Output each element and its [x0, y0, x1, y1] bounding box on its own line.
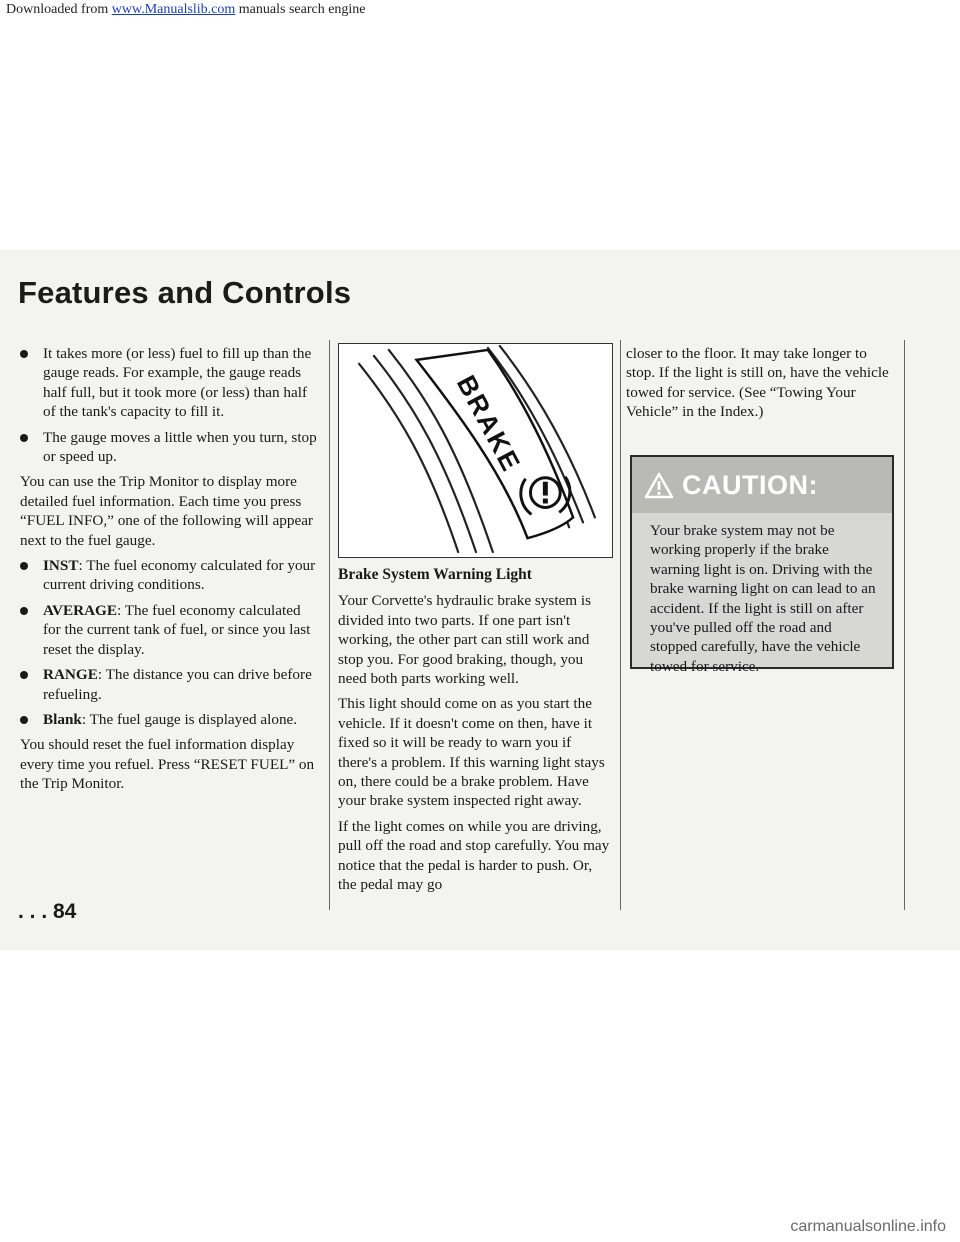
list-item	[20, 428, 320, 467]
list-item	[20, 344, 320, 422]
trip-monitor-intro: You can use the Trip Monitor to display more detailed fuel information. Each time you press “FUEL INFO,” one of the following will appear next to the fuel gauge.	[20, 473, 313, 549]
manualslib-link[interactable]: www.Manualslib.com	[111, 2, 236, 17]
bullet-dot	[20, 607, 28, 615]
brake-paragraph: This light should come on as you start the vehicle. If it doesn't come on then, have it fixed so it will be ready to warn you if there's a problem. If this warning light stays on, there could be a brake problem. Have your brake system inspected right away.	[338, 695, 605, 810]
column-3	[626, 344, 894, 428]
mode-desc: : The fuel economy calculated for the current tank of fuel, or since you last reset the display.	[43, 601, 311, 658]
section-title: Features and Controls	[18, 275, 352, 310]
bullet-dot	[20, 671, 28, 679]
column-divider-right	[620, 340, 621, 910]
mode-desc: : The fuel gauge is displayed alone.	[81, 710, 298, 728]
caution-title: CAUTION:	[682, 469, 818, 500]
caution-box	[630, 455, 894, 675]
brake-system-heading: Brake System Warning Light	[338, 566, 532, 583]
mode-term: RANGE	[43, 666, 98, 684]
caution-header	[632, 457, 892, 513]
list-item	[20, 556, 320, 595]
mode-term: AVERAGE	[43, 601, 117, 619]
download-prefix: Downloaded from	[6, 2, 112, 17]
mode-term: Blank	[43, 710, 82, 728]
list-item	[20, 601, 320, 659]
brake-paragraph: Your Corvette's hydraulic brake system is divided into two parts. If one part isn't working, the other part can still work and stop you. For good braking, though, you need both parts working well.	[338, 592, 592, 688]
site-watermark: carmanualsonline.info	[790, 1218, 946, 1235]
mode-desc: : The fuel economy calculated for your current driving conditions.	[43, 557, 316, 594]
list-item-text: The gauge moves a little when you turn, stop or speed up.	[43, 428, 317, 466]
bullet-dot	[20, 716, 28, 724]
list-item-text: It takes more (or less) fuel to fill up than the gauge reads. For example, the gauge reads half full, but it took more (or less) than half of the tank's capacity to fill it.	[43, 345, 312, 421]
brake-warning-light-illustration	[338, 343, 613, 558]
page-number: . . . 84	[18, 900, 77, 923]
reset-fuel-instruction: You should reset the fuel information display every time you refuel. Press “RESET FUEL” on the Trip Monitor.	[20, 736, 315, 793]
list-item	[20, 665, 320, 704]
bullet-dot	[20, 434, 28, 442]
mode-term: INST	[43, 557, 79, 575]
column-divider-edge	[904, 340, 905, 910]
brake-paragraph: If the light comes on while you are driving, pull off the road and stop carefully. You may notice that the pedal is harder to push. Or, the pedal may go	[338, 817, 610, 894]
mode-desc: : The distance you can drive before refueling.	[43, 666, 312, 703]
bullet-dot	[20, 350, 28, 358]
brake-illustration-svg	[339, 344, 612, 557]
bullet-dot	[20, 562, 28, 570]
warning-triangle-icon	[644, 472, 674, 499]
column-divider-left	[329, 340, 330, 910]
download-header	[6, 2, 366, 18]
download-suffix: manuals search engine	[235, 2, 366, 17]
brake-paragraph-continued: closer to the floor. It may take longer to stop. If the light is still on, have the vehicle towed for service. (See “Towing Your Vehicle” in the Index.)	[626, 345, 889, 421]
brake-label: BRAKE	[450, 370, 527, 478]
column-2	[338, 565, 613, 901]
caution-text: Your brake system may not be working properly if the brake warning light is on. Driving with the brake warning light on can lead to an accident. If the light is still on after you've pulled off the road and stopped carefully, have the vehicle towed for service.	[650, 522, 876, 675]
column-1	[20, 344, 320, 800]
list-item	[20, 710, 320, 729]
